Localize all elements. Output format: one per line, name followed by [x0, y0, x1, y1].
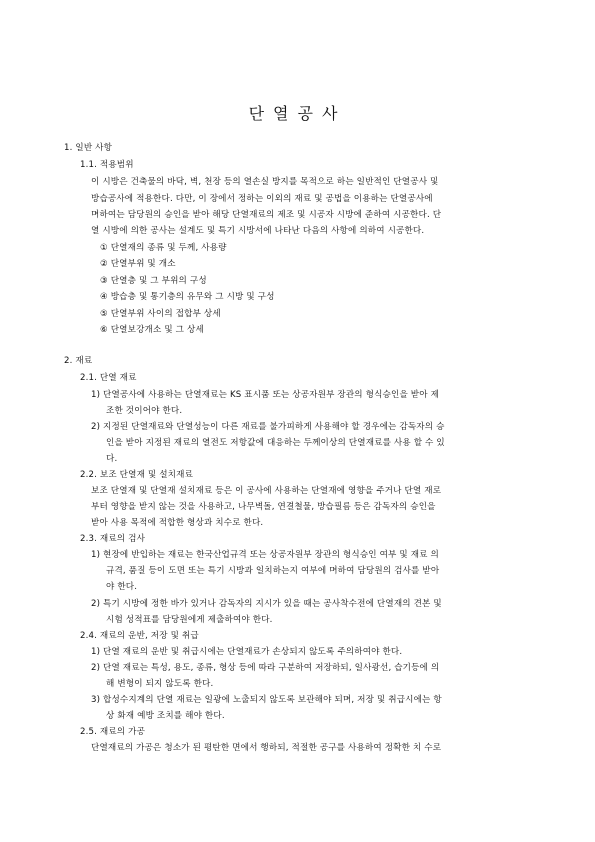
paragraph-line: 열 시방에 의한 공사는 설계도 및 특기 시방서에 나타난 다음의 사항에 의하여 시공한다. [91, 226, 425, 236]
list-item: ⑥ 단열보강개소 및 그 상세 [100, 325, 204, 335]
list-item: ④ 방습층 및 통기층의 유무와 그 시방 및 구성 [100, 292, 275, 302]
paragraph-line: 방습공사에 적용한다. 다만, 이 장에서 정하는 이외의 재료 및 공법을 이용하는 단열공사에 [91, 194, 433, 204]
list-item: ② 단열부위 및 개소 [100, 259, 176, 269]
section-heading-materials: 2. 재료 [64, 356, 93, 366]
numbered-line: 조한 것이어야 한다. [106, 406, 183, 416]
list-item: ① 단열재의 종류 및 두께, 사용량 [100, 243, 227, 253]
subsection-heading-auxiliary: 2.2. 보조 단열재 및 설치재료 [80, 470, 194, 480]
paragraph-line: 보조 단열재 및 단열재 설치재료 등은 이 공사에 사용하는 단열재에 영향을 주거나 단열 재로 [91, 486, 442, 496]
numbered-line: 1) 단열 재료의 운반 및 취급시에는 단열재료가 손상되지 않도록 주의하여야 한다. [91, 647, 403, 657]
page-title: 단열공사 [248, 104, 347, 123]
section-heading-general: 1. 일반 사항 [64, 143, 113, 153]
subsection-heading-handling: 2.4. 재료의 운반, 저장 및 취급 [80, 631, 199, 641]
numbered-line: 2) 특기 시방에 정한 바가 있거나 감독자의 지시가 있을 때는 공사착수전에 단열재의 견본 및 [91, 599, 442, 609]
paragraph-line: 받아 사용 목적에 적합한 형상과 치수로 한다. [91, 518, 264, 528]
subsection-heading-scope: 1.1. 적용범위 [80, 160, 134, 170]
numbered-line: 시험 성적표를 담당원에게 제출하여야 한다. [106, 615, 273, 625]
numbered-line: 1) 단열공사에 사용하는 단열재료는 KS 표시품 또는 상공자원부 장관의 형식승인을 받아 제 [91, 390, 440, 400]
numbered-line: 야 한다. [106, 582, 138, 592]
numbered-line: 규격, 품질 등이 도면 또는 특기 시방과 일치하는지 여부에 며하여 담당원의 검사를 받아 [106, 566, 440, 576]
paragraph-line: 단열재료의 가공은 청소가 된 평탄한 면에서 행하되, 적절한 공구를 사용하여 정확한 치 수로 [91, 743, 442, 753]
list-item: ⑤ 단열부위 사이의 접합부 상세 [100, 309, 221, 319]
numbered-line: 해 변형이 되지 않도록 한다. [106, 679, 214, 689]
numbered-line: 인을 받아 지정된 재료의 열전도 저항값에 대응하는 두께이상의 단열재료를 사용 할 수 있 [106, 438, 445, 448]
subsection-heading-processing: 2.5. 재료의 가공 [80, 727, 146, 737]
numbered-line: 1) 현장에 반입하는 재료는 한국산업규격 또는 상공자원부 장관의 형식승인 여부 및 재료 의 [91, 550, 439, 560]
numbered-line: 3) 합성수지계의 단열 재료는 일광에 노출되지 않도록 보관해야 되며, 저장 및 취급시에는 항 [91, 695, 442, 705]
numbered-line: 2) 지정된 단열재료와 단열성능이 다른 재료를 불가피하게 사용해야 할 경우에는 감독자의 승 [91, 422, 445, 432]
numbered-line: 다. [106, 454, 118, 464]
paragraph-line: 며하여는 담당원의 승인을 받아 해당 단열재료의 제조 및 시공자 시방에 준하여 시공한다. 단 [91, 210, 442, 220]
paragraph-line: 이 시방은 건축물의 바닥, 벽, 천장 등의 열손실 방지를 목적으로 하는 일반적인 단열공사 및 [91, 177, 439, 187]
numbered-line: 상 화재 예방 조치를 해야 한다. [106, 711, 225, 721]
numbered-line: 2) 단열 재료는 특성, 용도, 종류, 형상 등에 따라 구분하여 저장하되, 일사광선, 습기등에 의 [91, 663, 440, 673]
paragraph-line: 부터 영향을 받지 않는 것을 사용하고, 나무벽돌, 연결철물, 방습필름 등은 감독자의 승인을 [91, 502, 436, 512]
subsection-heading-insulation-material: 2.1. 단열 재료 [80, 373, 137, 383]
list-item: ③ 단열층 및 그 부위의 구성 [100, 276, 207, 286]
subsection-heading-inspection: 2.3. 재료의 검사 [80, 534, 146, 544]
